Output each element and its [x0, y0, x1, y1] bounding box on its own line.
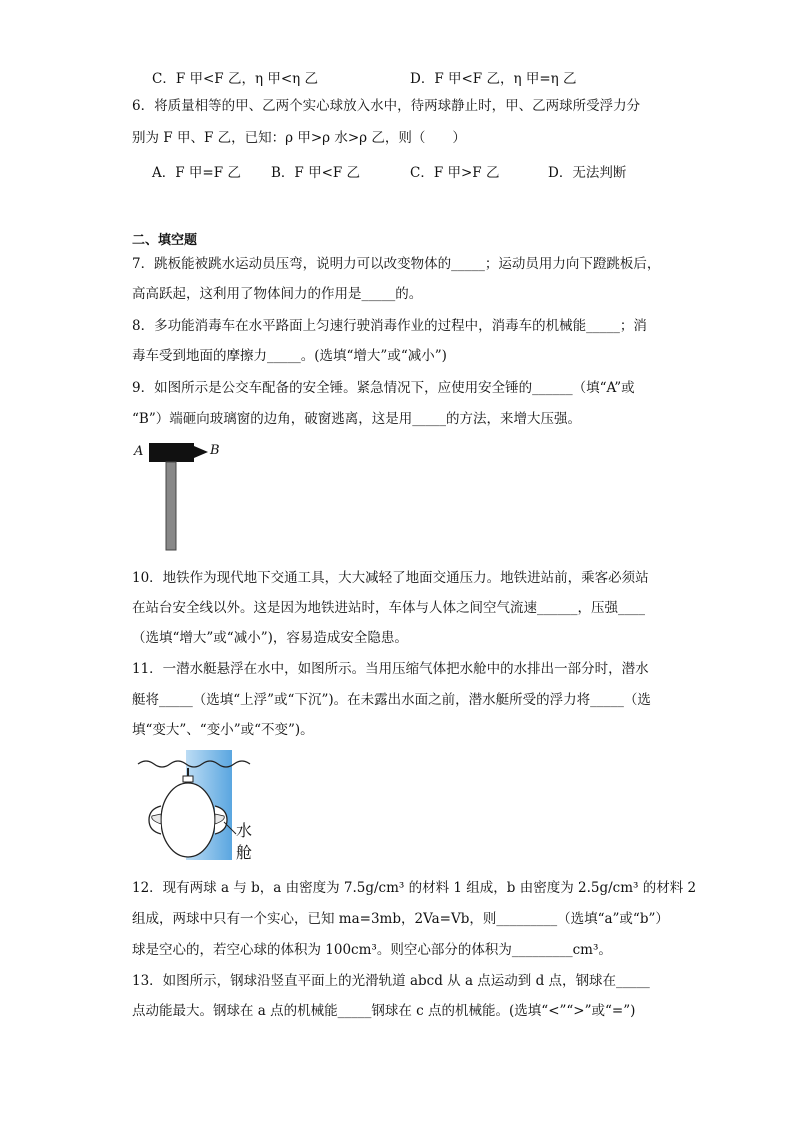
submarine-figure: [136, 748, 266, 870]
q10-line2: 在站台安全线以外。这是因为地铁进站时，车体与人体之间空气流速______，压强____: [132, 600, 645, 616]
q8-line2: 毒车受到地面的摩擦力_____。(选填“增大”或“减小”): [132, 348, 447, 364]
hammer-label-b: B: [210, 443, 220, 458]
q9-line2: “B”）端砸向玻璃窗的边角，破窗逃离，这是用_____的方法，来增大压强。: [132, 411, 581, 427]
q12-line2: 组成，两球中只有一个实心，已知 ma=3mb，2Va=Vb，则_________（选填“a”或“b”）: [132, 911, 669, 927]
q13-line1: 13．如图所示，钢球沿竖直平面上的光滑轨道 abcd 从 a 点运动到 d 点，钢球在_____: [132, 973, 650, 989]
q11-line1: 11．一潜水艇悬浮在水中，如图所示。当用压缩气体把水舱中的水排出一部分时，潜水: [132, 661, 649, 677]
q6-option-b: B．F 甲<F 乙: [271, 165, 361, 181]
q6-option-d: D．无法判断: [548, 165, 627, 181]
q6-line2: 别为 F 甲、F 乙，已知：ρ 甲>ρ 水>ρ 乙，则（ ）: [132, 130, 466, 146]
safety-hammer-figure: [130, 438, 230, 554]
tank-label-1: 水: [236, 821, 253, 840]
q10-line3: （选填“增大”或“减小”)，容易造成安全隐患。: [132, 630, 408, 646]
q6-line1: 6．将质量相等的甲、乙两个实心球放入水中，待两球静止时，甲、乙两球所受浮力分: [132, 98, 641, 114]
q11-line3: 填“变大”、“变小”或“不变”)。: [132, 722, 314, 738]
q13-line2: 点动能最大。钢球在 a 点的机械能_____钢球在 c 点的机械能。(选填“<”“>”或“=”): [132, 1003, 636, 1019]
hammer-label-a: A: [134, 444, 144, 459]
q6-option-a: A．F 甲=F 乙: [152, 165, 241, 181]
q7-line2: 高高跃起，这利用了物体间力的作用是_____的。: [132, 286, 423, 302]
q12-line1: 12．现有两球 a 与 b，a 由密度为 7.5g/cm³ 的材料 1 组成，b 由密度为 2.5g/cm³ 的材料 2: [132, 880, 697, 896]
q7-line1: 7．跳板能被跳水运动员压弯，说明力可以改变物体的_____；运动员用力向下蹬跳板后，: [132, 256, 661, 272]
hammer-icon: [130, 438, 230, 554]
q8-line1: 8．多功能消毒车在水平路面上匀速行驶消毒作业的过程中，消毒车的机械能_____；消: [132, 318, 647, 334]
tank-label-2: 舱: [236, 843, 253, 862]
q10-line1: 10．地铁作为现代地下交通工具，大大减轻了地面交通压力。地铁进站前，乘客必须站: [132, 570, 649, 586]
q11-line2: 艇将_____（选填“上浮”或“下沉”)。在未露出水面之前，潜水艇所受的浮力将_____（选: [132, 692, 651, 708]
q5-option-c: C．F 甲<F 乙，η 甲<η 乙: [152, 71, 319, 87]
section-title: 二、填空题: [132, 233, 198, 248]
q5-option-d: D．F 甲<F 乙，η 甲=η 乙: [410, 71, 577, 87]
q12-line3: 球是空心的，若空心球的体积为 100cm³。则空心部分的体积为_________cm³。: [132, 942, 612, 958]
q6-option-c: C．F 甲>F 乙: [410, 165, 500, 181]
q9-line1: 9．如图所示是公交车配备的安全锤。紧急情况下，应使用安全锤的______（填“A”或: [132, 380, 635, 396]
